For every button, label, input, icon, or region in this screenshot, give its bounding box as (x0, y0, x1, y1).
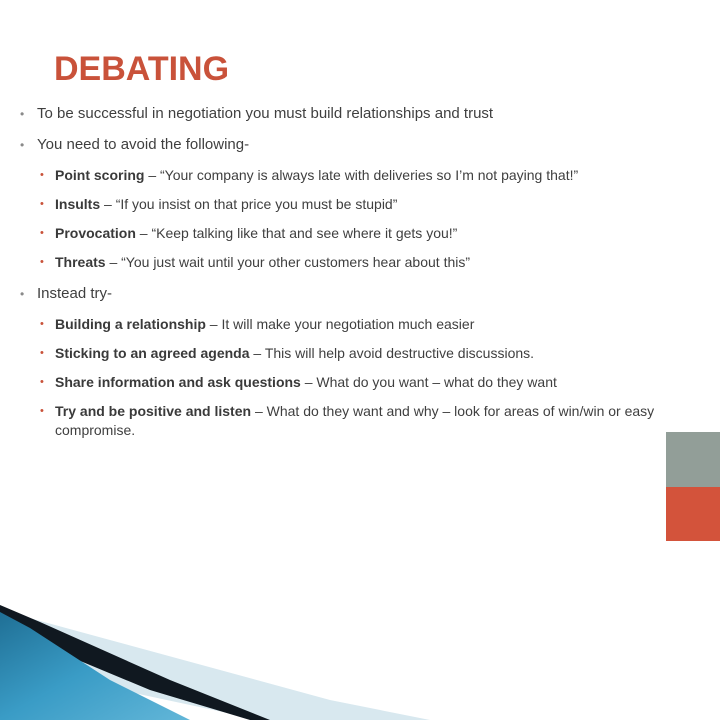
item-text: – “You just wait until your other customers hear about this” (105, 254, 471, 270)
item-text: – What do you want – what do they want (300, 374, 557, 390)
bullet-dot-icon: • (20, 107, 25, 121)
item-text: – What do they want and why – look for areas of win/win or easy compromise. (55, 403, 655, 438)
item-term: Building a relationship (55, 316, 206, 332)
item-term: Try and be positive and listen (55, 403, 252, 419)
sub-bullet-dot-icon: • (40, 376, 44, 388)
slide-title: DEBATING (54, 50, 230, 88)
item-term: Point scoring (55, 167, 145, 183)
sub-bullet-dot-icon: • (40, 227, 44, 239)
sub-bullet-dot-icon: • (40, 169, 44, 181)
sub-bullet-dot-icon: • (40, 256, 44, 268)
bullet-text: Instead try- (37, 285, 113, 302)
sub-bullet-dot-icon: • (40, 405, 44, 417)
item-term: Insults (55, 196, 101, 212)
item-text: – “Your company is always late with deliveries so I’m not paying that!” (144, 167, 579, 183)
bullet-dot-icon: • (20, 138, 25, 152)
bullet-text: You need to avoid the following- (37, 136, 250, 153)
item-text: – “If you insist on that price you must be stupid” (100, 196, 398, 212)
item-term: Provocation (55, 225, 136, 241)
item-text: – It will make your negotiation much easier (205, 316, 475, 332)
bullet-text: To be successful in negotiation you must build relationships and trust (37, 105, 494, 122)
sub-bullet-dot-icon: • (40, 198, 44, 210)
item-text: – “Keep talking like that and see where it gets you!” (135, 225, 458, 241)
bullet-dot-icon: • (20, 287, 25, 301)
item-term: Threats (55, 254, 106, 270)
sub-bullet-dot-icon: • (40, 318, 44, 330)
item-text: – This will help avoid destructive discussions. (249, 345, 535, 361)
item-term: Share information and ask questions (55, 374, 301, 390)
item-term: Sticking to an agreed agenda (55, 345, 250, 361)
sub-bullet-dot-icon: • (40, 347, 44, 359)
